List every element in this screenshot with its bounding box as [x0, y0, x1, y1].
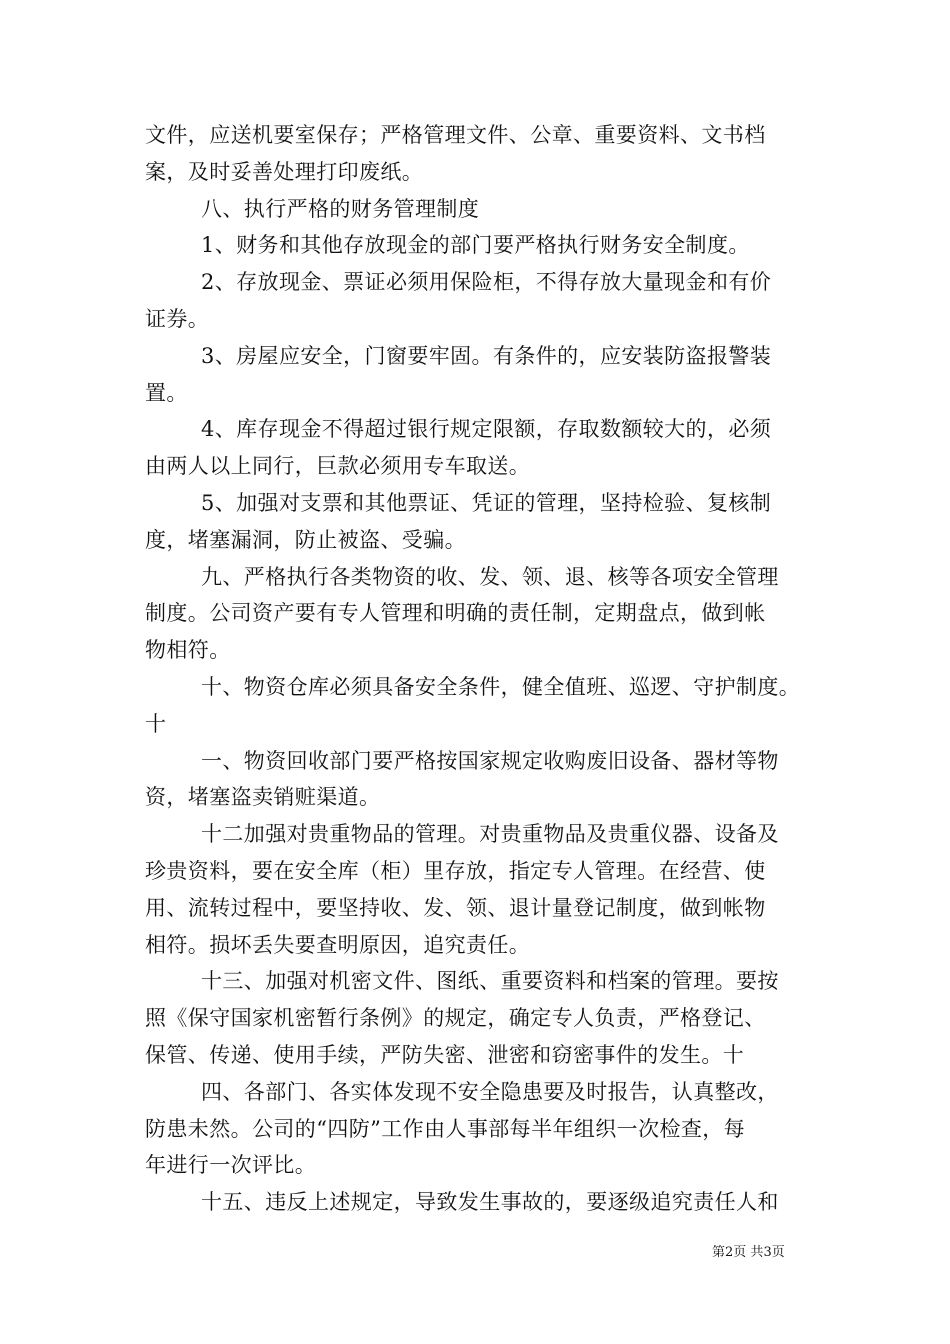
- document-body: [145, 117, 817, 1221]
- footer-middle: 页 共: [733, 1245, 764, 1260]
- text-line: 照《保守国家机密暂行条例》的规定，确定专人负责，严格登记、: [145, 1006, 766, 1031]
- text-line: 置。: [145, 380, 188, 405]
- footer-suffix: 页: [771, 1245, 785, 1260]
- text-line: 九、严格执行各类物资的收、发、领、退、核等各项安全管理: [201, 564, 779, 589]
- text-line: 保管、传递、使用手续，严防失密、泄密和窃密事件的发生。十: [145, 1042, 745, 1067]
- text-line: 防患未然。公司的“四防”工作由人事部每半年组织一次检查，每: [145, 1116, 746, 1141]
- footer-current-page: 2: [725, 1245, 734, 1260]
- text-line: 相符。损坏丢失要查明原因，追究责任。: [145, 932, 531, 957]
- footer-prefix: 第: [712, 1245, 726, 1260]
- text-line: 珍贵资料，要在安全库（柜）里存放，指定专人管理。在经营、使: [145, 858, 766, 883]
- text-line: 案，及时妥善处理打印废纸。: [145, 159, 424, 184]
- text-line: 1、财务和其他存放现金的部门要严格执行财务安全制度。: [201, 233, 750, 258]
- text-line: 3、房屋应安全，门窗要牢固。有条件的，应安装防盗报警装: [201, 343, 772, 368]
- text-line: 2、存放现金、票证必须用保险柜，不得存放大量现金和有价: [201, 270, 772, 295]
- text-line: 十二加强对贵重物品的管理。对贵重物品及贵重仪器、设备及: [201, 822, 779, 847]
- text-line: 用、流转过程中，要坚持收、发、领、退计量登记制度，做到帐物: [145, 895, 766, 920]
- text-line: 制度。公司资产要有专人管理和明确的责任制，定期盘点，做到帐: [145, 601, 766, 626]
- text-line: 十五、违反上述规定，导致发生事故的，要逐级追究责任人和: [201, 1190, 779, 1215]
- page-footer: [712, 1244, 822, 1262]
- text-line: 年进行一次评比。: [145, 1153, 317, 1178]
- text-line: 十: [145, 711, 167, 736]
- text-line: 十三、加强对机密文件、图纸、重要资料和档案的管理。要按: [201, 969, 779, 994]
- text-line: 度，堵塞漏洞，防止被盗、受骗。: [145, 527, 466, 552]
- text-line: 资，堵塞盗卖销赃渠道。: [145, 785, 381, 810]
- text-line: 十、物资仓库必须具备安全条件，健全值班、巡逻、守护制度。: [201, 674, 801, 699]
- text-line: 由两人以上同行，巨款必须用专车取送。: [145, 454, 531, 479]
- footer-total-pages: 3: [763, 1245, 772, 1260]
- text-line: 5、加强对支票和其他票证、凭证的管理，坚持检验、复核制: [201, 490, 772, 515]
- text-line: 文件，应送机要室保存；严格管理文件、公章、重要资料、文书档: [145, 123, 766, 147]
- text-line: 一、物资回收部门要严格按国家规定收购废旧设备、器材等物: [201, 748, 779, 773]
- text-line: 4、库存现金不得超过银行规定限额，存取数额较大的，必须: [201, 417, 772, 442]
- text-line: 八、执行严格的财务管理制度: [201, 196, 480, 221]
- text-line: 证券。: [145, 306, 210, 331]
- text-line: 物相符。: [145, 638, 231, 663]
- text-line: 四、各部门、各实体发现不安全隐患要及时报告，认真整改，: [201, 1079, 779, 1104]
